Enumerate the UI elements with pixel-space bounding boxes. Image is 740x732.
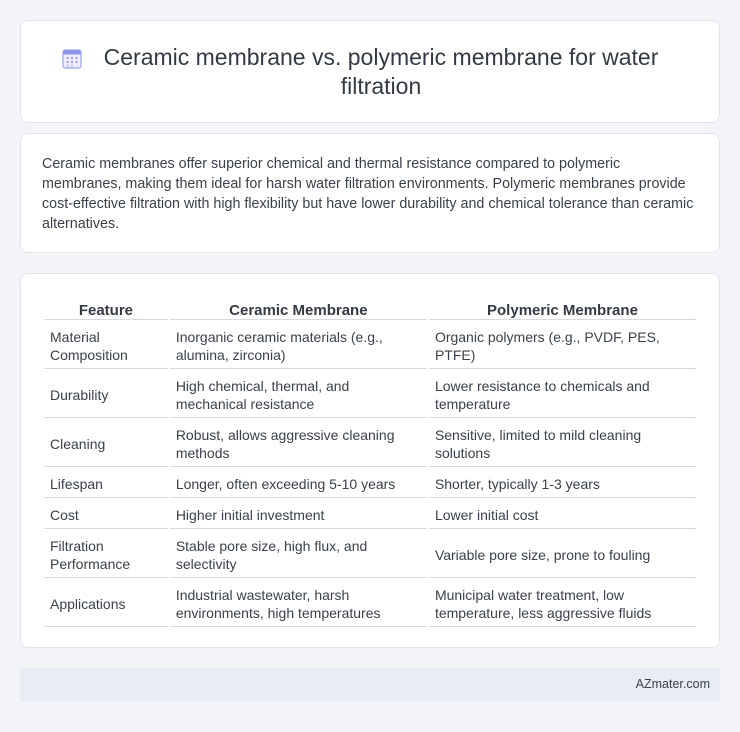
header-ceramic: Ceramic Membrane [170, 296, 427, 320]
feature-cell: Material Composition [44, 320, 168, 369]
feature-cell: Lifespan [44, 467, 168, 498]
table-row [44, 498, 696, 529]
ceramic-cell: High chemical, thermal, and mechanical resistance [170, 369, 427, 418]
ceramic-cell: Longer, often exceeding 5-10 years [170, 467, 427, 498]
ceramic-cell: Stable pore size, high flux, and selectivity [170, 529, 427, 578]
title-card [20, 20, 720, 123]
feature-cell: Cleaning [44, 418, 168, 467]
ceramic-cell: Industrial wastewater, harsh environments, high temperatures [170, 578, 427, 627]
page-title: Ceramic membrane vs. polymeric membrane for water filtration [103, 43, 659, 99]
header-feature: Feature [44, 296, 168, 320]
comparison-table [42, 296, 698, 627]
footer-bar [20, 668, 720, 702]
table-header-row [44, 296, 696, 320]
polymeric-cell: Lower initial cost [429, 498, 696, 529]
polymeric-cell: Municipal water treatment, low temperature, less aggressive fluids [429, 578, 696, 627]
table-row [44, 418, 696, 467]
ceramic-cell: Inorganic ceramic materials (e.g., alumina, zirconia) [170, 320, 427, 369]
header-polymeric: Polymeric Membrane [429, 296, 696, 320]
feature-cell: Filtration Performance [44, 529, 168, 578]
polymeric-cell: Variable pore size, prone to fouling [429, 529, 696, 578]
footer-site-link[interactable]: AZmater.com [635, 677, 710, 691]
ceramic-cell: Robust, allows aggressive cleaning methods [170, 418, 427, 467]
table-row [44, 320, 696, 369]
table-row [44, 467, 696, 498]
comparison-card [20, 273, 720, 648]
summary-card [20, 133, 720, 253]
polymeric-cell: Shorter, typically 1-3 years [429, 467, 696, 498]
feature-cell: Durability [44, 369, 168, 418]
polymeric-cell: Lower resistance to chemicals and temperature [429, 369, 696, 418]
polymeric-cell: Sensitive, limited to mild cleaning solutions [429, 418, 696, 467]
feature-cell: Cost [44, 498, 168, 529]
summary-text: Ceramic membranes offer superior chemical and thermal resistance compared to polymeric membranes, making them ideal for harsh water filtration environments. Polymeric membranes provide cost-effective filtration with high flexibility but have lower durability and chemical tolerance than ceramic alternatives. [42, 156, 694, 232]
table-row [44, 578, 696, 627]
ceramic-cell: Higher initial investment [170, 498, 427, 529]
polymeric-cell: Organic polymers (e.g., PVDF, PES, PTFE) [429, 320, 696, 369]
table-row [44, 369, 696, 418]
title-wrapper [21, 21, 719, 122]
table-row [44, 529, 696, 578]
feature-cell: Applications [44, 578, 168, 627]
